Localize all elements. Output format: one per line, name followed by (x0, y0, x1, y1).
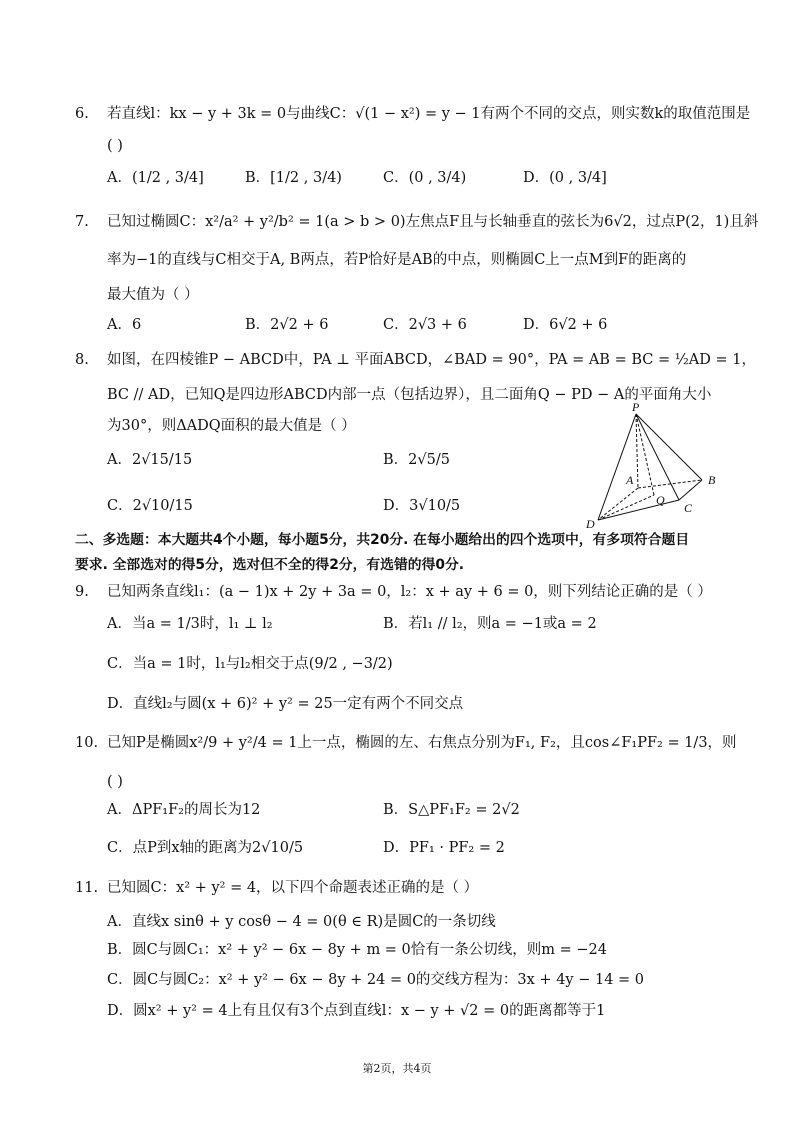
q8-line2: BC // AD，已知Q是四边形ABCD内部一点（包括边界），且二面角Q − PD − A的平面角大小 (107, 387, 712, 403)
q10-paren: ( ) (107, 774, 123, 790)
q8-option-a: A．2√15/15 (107, 452, 193, 468)
q7-line3: 最大值为（ ） (107, 287, 199, 303)
q6-paren: ( ) (107, 138, 123, 154)
q11-number: 11. (75, 880, 99, 896)
q6-option-d: D．(0 , 3/4] (523, 170, 607, 186)
q8-line1: 如图，在四棱锥P − ABCD中，PA ⊥ 平面ABCD，∠BAD = 90°，PA = AB = BC = ½AD = 1， (107, 352, 756, 368)
q7-option-c: C．2√3 + 6 (383, 317, 467, 333)
q7-option-d: D．6√2 + 6 (523, 317, 608, 333)
q9-option-b: B．若l₁ // l₂，则a = −1或a = 2 (383, 616, 597, 632)
figure-label-q: Q (656, 493, 665, 507)
q7-option-a: A．6 (107, 317, 142, 333)
pyramid-figure (580, 400, 730, 530)
q8-number: 8. (75, 352, 89, 368)
q8-line3: 为30°，则ΔADQ面积的最大值是（ ） (107, 418, 356, 434)
q9-option-a: A．当a = 1/3时，l₁ ⊥ l₂ (107, 616, 273, 632)
q10-option-c: C．点P到x轴的距离为2√10/5 (107, 840, 304, 856)
q10-option-b: B．S△PF₁F₂ = 2√2 (383, 802, 520, 818)
q6-stem: 若直线l：kx − y + 3k = 0与曲线C：√(1 − x²) = y − 1有两个不同的交点，则实数k的取值范围是 (107, 106, 751, 122)
q9-stem: 已知两条直线l₁：(a − 1)x + 2y + 3a = 0，l₂：x + ay + 6 = 0，则下列结论正确的是（ ） (107, 584, 712, 600)
section2-heading-line2: 要求. 全部选对的得5分，选对但不全的得2分，有选错的得0分. (75, 557, 465, 573)
q9-option-c: C．当a = 1时，l₁与l₂相交于点(9/2 , −3/2) (107, 656, 393, 672)
q8-option-b: B．2√5/5 (383, 452, 450, 468)
q11-option-c: C．圆C与圆C₂：x² + y² − 6x − 8y + 24 = 0的交线方程为：3x + 4y − 14 = 0 (107, 972, 645, 988)
section2-heading-line1: 二、多选题：本大题共4个小题，每小题5分，共20分. 在每小题给出的四个选项中，有多项符合题目 (75, 532, 690, 548)
q9-number: 9. (75, 584, 89, 600)
q6-option-a: A．(1/2 , 3/4] (107, 170, 204, 186)
q11-stem: 已知圆C：x² + y² = 4，以下四个命题表述正确的是（ ） (107, 880, 479, 896)
q7-option-b: B．2√2 + 6 (245, 317, 329, 333)
figure-label-d: D (586, 517, 595, 530)
q10-stem: 已知P是椭圆x²/9 + y²/4 = 1上一点，椭圆的左、右焦点分别为F₁, F₂，且cos∠F₁PF₂ = 1/3，则 (107, 735, 737, 751)
q7-line1: 已知过椭圆C：x²/a² + y²/b² = 1(a > b > 0)左焦点F且与长轴垂直的弦长为6√2，过点P(2，1)且斜 (107, 214, 759, 230)
q10-option-d: D．PF₁ · PF₂ = 2 (383, 840, 505, 856)
q10-option-a: A．ΔPF₁F₂的周长为12 (107, 802, 261, 818)
q6-option-b: B．[1/2 , 3/4) (245, 170, 342, 186)
q11-option-a: A．直线x sinθ + y cosθ − 4 = 0(θ ∈ R)是圆C的一条切线 (107, 914, 496, 930)
figure-label-p: P (632, 400, 640, 414)
figure-label-b: B (708, 473, 716, 487)
q8-option-c: C．2√10/15 (107, 498, 193, 514)
q7-number: 7. (75, 214, 89, 230)
q9-option-d: D．直线l₂与圆(x + 6)² + y² = 25一定有两个不同交点 (107, 696, 464, 712)
page-footer: 第2页，共4页 (362, 1062, 432, 1075)
q8-option-d: D．3√10/5 (383, 498, 461, 514)
figure-label-a: A (626, 473, 634, 487)
q6-number: 6. (75, 106, 89, 122)
q11-option-d: D．圆x² + y² = 4上有且仅有3个点到直线l：x − y + √2 = 0的距离都等于1 (107, 1003, 606, 1019)
q10-number: 10. (75, 735, 99, 751)
q7-line2: 率为−1的直线与C相交于A, B两点，若P恰好是AB的中点，则椭圆C上一点M到F的距离的 (107, 252, 687, 268)
figure-label-c: C (684, 501, 693, 515)
q6-option-c: C．(0 , 3/4) (383, 170, 467, 186)
q11-option-b: B．圆C与圆C₁：x² + y² − 6x − 8y + m = 0恰有一条公切线，则m = −24 (107, 942, 608, 958)
